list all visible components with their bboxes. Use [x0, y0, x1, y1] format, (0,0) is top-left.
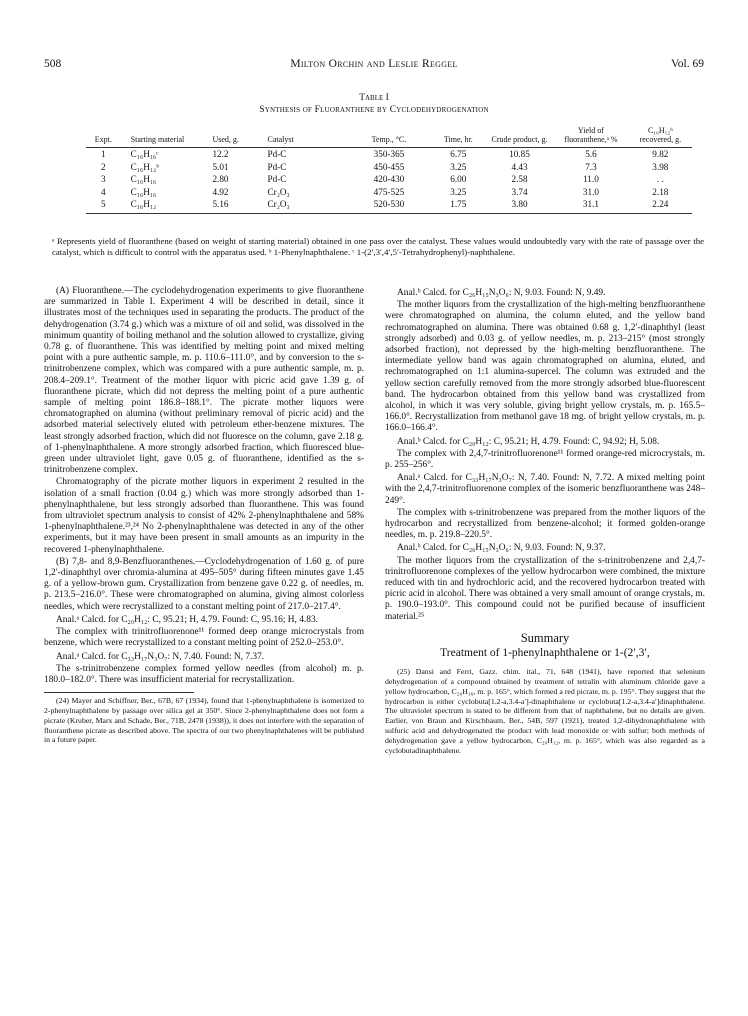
paragraph: The mother liquors from the crystallization of the high-melting benzfluoranthene were chromatographed on alumina, the column eluted, and the yellow band rechromatographed on alumina. There was obtained 0.68 g. 1,2′-dinaphthyl (least strongly adsorbed) and 0.03 g. of yellow needles, m. p. 213–215° (most strongly adsorbed fraction), not depressed by the high-melting benzfluoranthene. The intermediate yellow band was again chromatographed on alumina, eluted, and rechromatographed on 1:1 alumina-supercel. The column was extruded and the yellow section carefully removed from the more strongly adsorbed blue-fluorescent band. The hydrocarbon obtained from this yellow band was crystallized from alcohol, in which it was very soluble, giving bright yellow crystals, m. p. 165.5–166.0°. Recrystallization from methanol gave 18 mg. of bright yellow crystals, m. p. 166.0–166.4°.	[385, 300, 705, 434]
table-cell: 5	[86, 198, 121, 213]
paragraph: The complex with 2,4,7-trinitrofluorenone¹¹ formed orange-red microcrystals, m. p. 255–256°.	[385, 448, 705, 471]
table-cell: 2.18	[652, 186, 669, 197]
table-row	[86, 161, 692, 174]
table-cell: C₁₆H₁₆ᶜ	[130, 149, 159, 159]
table-cell: 3	[101, 174, 106, 185]
table-cell: 520-530	[347, 198, 431, 213]
table-body	[86, 148, 692, 214]
page-number: 508	[44, 58, 62, 70]
table-cell: 2.24	[629, 198, 692, 213]
paragraph: Chromatography of the picrate mother liquors in experiment 2 resulted in the isolation of a small fraction (0.04 g.) which was more strongly adsorbed than 1-phenylnaphthalene, but less strongly adsorbed than fluoranthene. This was found from ultraviolet spectrum analysis to consist of 42% 2-phenylnaphthalene and 58% 1-phenylnaphthalene.²³,²⁴ No 2-phenylnaphthalene was detected in any of the other experiments, but it may have been present in small amounts as an impurity in the recovered 1-phenylnaphthalene.	[44, 477, 364, 555]
table-cell: C₁₆H₁₂ᵇ	[130, 161, 160, 172]
table-cell: 2.58	[511, 174, 528, 185]
summary-subheading: Treatment of 1-phenylnaphthalene or 1-(2′,3′,	[440, 647, 650, 660]
volume-label: Vol. 69	[670, 58, 704, 70]
paragraph: (A) Fluoranthene.—The cyclodehydrogenation experiments to give fluoranthene are summarized in Table I. Experiment 4 will be described in detail, since it illustrates most of the techniques used in separating the products. The product of the dehydrogenation (3.74 g.) which was a mixture of oil and solid, was dissolved in the minimum quantity of boiling methanol and the solution allowed to crystallize, giving 0.78 g. of fluoranthene. This was identified by melting point and mixed melting point with a pure authentic sample, m. p. 110.6–111.0°, and by conversion to the s-trinitrobenzene complex, which was compared with a pure authentic sample, m. p. 208.4–209.1°. Treatment of the mother liquor with picric acid gave 1.39 g. of fluoranthene picrate, which did not depress the melting point of a pure authentic sample of melting point 186.8–188.1°. The picrate mother liquors were chromatographed on alumina (without preliminary removal of picric acid) and the adsorbed material selectively eluted with petroleum ether-benzene mixtures. The least strongly adsorbed fraction, which did not fluoresce on the column, gave 2.18 g. of 1-phenylnaphthalene. A more strongly adsorbed fraction, which fluoresced blue-green under ultraviolet light, gave 0.05 g. of fluoranthene, identified as the s-trinitrobenzene complex.	[44, 286, 364, 476]
table-label: Table I	[359, 93, 389, 103]
paragraph: The complex with trinitrofluorenone¹¹ formed deep orange microcrystals from benzene, which were recrystallized to a constant melting point of 252.0–253.0°.	[44, 627, 364, 649]
table-cell: 2.80	[212, 174, 229, 185]
col-header: Used, g.	[212, 135, 239, 144]
table-cell: 420-430	[373, 174, 405, 185]
right-column	[385, 286, 705, 756]
analysis-line: Anal.ᵇ Calcd. for C₂₆H₁₅N₃O₆: N, 9.03. Found: N, 9.37.	[397, 543, 606, 554]
footnote-24: (24) Mayer and Schiffner, Ber., 67B, 67 (1934), found that 1-phenylnaphthalene is isomerized to 2-phenylnaphthalene by passage over silica gel at 350°. Since 2-phenylnaphthalene does not form a picrate (Kruber, Marx and Schade, Ber., 71B, 2478 (1938)), it does not interfere with the separation of fluoranthene picrate as described above. The spectra of our two phenylnaphthalenes will be published in a future paper.	[44, 696, 364, 745]
analysis-line: Anal.ᵃ Calcd. for C₃₃H₁₇N₃O₇: N, 7.40. Found: N, 7.72. A mixed melting point with the 2,4,7-trinitrofluorenone complex of the isomeric benzfluoranthene was 248–249°.	[385, 473, 705, 506]
footnote-rule	[44, 692, 194, 693]
analysis-line: Anal.ᵃ Calcd. for C₂₀H₁₂: C, 95.21; H, 4.79. Found: C, 95.16; H, 4.83.	[56, 614, 318, 625]
table-cell: Cr₂O₃	[266, 198, 348, 213]
table-cell: 3.25	[450, 161, 467, 172]
paragraph: The mother liquors from the crystallization of the s-trinitrobenzene and 2,4,7-trinitrofluorenone complexes of the yellow hydrocarbon were combined, the mixture reduced with tin and hydrochloric acid, and the recovered hydrocarbon treated with picric acid in alcohol. There was obtained a very small amount of orange crystals, m. p. 190.0–193.0°. This compound could not be purified because of insufficient material.²⁵	[385, 555, 705, 622]
table-cell: 450-455	[373, 161, 405, 172]
analysis-line: Anal.ᵇ Calcd. for C₂₀H₁₂: C, 95.21; H, 4.79. Found: C, 94.92; H, 5.08.	[397, 436, 660, 447]
table-cell: 2	[101, 161, 106, 172]
paragraph: (B) 7,8- and 8,9-Benzfluoranthenes.—Cyclodehydrogenation of 1.60 g. of pure 1,2′-dinaphthyl over chromia-alumina at 495–505° during fifteen minutes gave 1.45 g. of a yellow-brown gum. Crystallization from benzene gave 0.22 g. of needles, m. p. 213.5–216.0°. These were chromatographed on alumina, giving almost colorless needles, which were recrystallized to a constant melting point of 217.0–217.4°.	[44, 556, 364, 612]
paragraph: The complex with s-trinitrobenzene was prepared from the mother liquors of the hydrocarbon and recrystallized from benzene-alcohol; it formed golden-orange needles, m. p. 219.8–220.5°.	[385, 507, 705, 541]
col-header: Expt.	[94, 135, 112, 144]
running-title: Milton Orchin and Leslie Reggel	[290, 58, 458, 70]
table-cell: Pd-C	[267, 149, 287, 159]
col-header: Crude product, g.	[491, 135, 548, 144]
table-cell: 31.1	[553, 198, 628, 213]
table-cell: Cr₂O₃	[267, 186, 290, 197]
table-cell: 4.92	[212, 186, 229, 197]
table-cell: 5.6	[585, 149, 597, 159]
table-cell: Pd-C	[267, 161, 287, 172]
left-column	[44, 286, 364, 746]
footnote-25: (25) Dansi and Ferri, Gazz. chim. ital., 71, 648 (1941), have reported that selenium dehydrogenation of a compound obtained by treatment of tetralin with aluminum chloride gave a yellow hydrocarbon, C₂₀H₁₆, m. p. 165°, which formed a red picrate, m. p. 195°. They suggest that the hydrocarbon is either cyclobuta[1.2-a,3.4-a′]-dinaphthalene or cyclobuta[1.2-a,3.4-a′]dinaphthalene. The ultraviolet spectrum is stated to be different from that of naphthalene, but no details are given. Earlier, von Braun and Kirschbaum, Ber., 54B, 597 (1921), treated 1,2-dihydronaphthalene with sulfuric acid and dehydrogenated the product with lead monoxide or with sulfur; both methods of dehydrogenation gave a yellow hydrocarbon, C₂₀H₁₂, m. p. 165°, which was also regarded as a cyclobutadinaphthalene.	[385, 667, 705, 755]
table-cell: 12.2	[212, 149, 229, 159]
table-cell: 5.16	[210, 198, 265, 213]
col-header: Catalyst	[267, 135, 294, 144]
table-cell: . .	[656, 174, 664, 185]
table-cell: 3.74	[511, 186, 528, 197]
table-cell: 7.3	[585, 161, 597, 172]
table-cell: 6.00	[450, 174, 467, 185]
table-row	[86, 148, 692, 161]
table-title: Synthesis of Fluoranthene by Cyclodehydrogenation	[259, 105, 489, 115]
table-caption	[44, 92, 704, 116]
table-cell: 31.0	[582, 186, 599, 197]
table-footnote: ᵃ Represents yield of fluoranthene (based on weight of starting material) obtained in one pass over the catalyst. These values would undoubtedly vary with the rate of passage over the catalyst, which is difficult to control with the apparatus used. ᵇ 1-Phenylnaphthalene. ᶜ 1-(2′,3′,4′,5′-Tetrahydrophenyl)-naphthalene.	[52, 236, 704, 258]
table-cell: 3.98	[652, 161, 669, 172]
table-cell: 350-365	[373, 149, 405, 159]
table-cell: 11.0	[583, 174, 599, 185]
table-row	[86, 186, 692, 199]
table-cell: 10.85	[509, 149, 530, 159]
col-header: Time, hr.	[443, 135, 473, 144]
table-cell: 5.01	[212, 161, 229, 172]
table-cell: C₁₆H₁₆	[130, 186, 157, 197]
paragraph: The s-trinitrobenzene complex formed yellow needles (from alcohol) m. p. 180.0–182.0°. There was insufficient material for recrystallization.	[44, 663, 364, 685]
col-header: Starting material	[130, 135, 185, 144]
table-row	[86, 198, 692, 213]
col-header: C₁₆H₁₂ᵇ recovered, g.	[639, 126, 682, 144]
table-row	[86, 173, 692, 186]
analysis-line: Anal.ᵃ Calcd. for C₃₃H₁₇N₃O₇: N, 7.40. Found: N, 7.37.	[56, 651, 265, 662]
analysis-line: Anal.ᵇ Calcd. for C₂₆H₁₅N₃O₆: N, 9.03. Found: N, 9.49.	[397, 288, 606, 298]
table-cell: C₁₆H₁₆	[130, 174, 157, 185]
table-cell: 4.43	[511, 161, 528, 172]
table-cell: 3.80	[486, 198, 553, 213]
table-cell: 6.75	[450, 149, 467, 159]
col-header: Temp., °C.	[371, 135, 407, 144]
table-cell: 9.82	[652, 149, 669, 159]
running-header	[44, 58, 704, 76]
table-cell: C₁₆H₁₂	[121, 198, 211, 213]
fluoranthene-table	[86, 126, 692, 214]
summary-heading: Summary	[520, 630, 570, 645]
table-cell: 4	[101, 186, 106, 197]
table-header-row	[86, 126, 692, 148]
table-cell: 475-525	[373, 186, 405, 197]
table-cell: 1	[101, 149, 106, 159]
col-header: Yield of fluoranthene,ᵃ %	[564, 126, 618, 144]
table-cell: Pd-C	[267, 174, 287, 185]
table-cell: 1.75	[431, 198, 486, 213]
table-cell: 3.25	[450, 186, 467, 197]
